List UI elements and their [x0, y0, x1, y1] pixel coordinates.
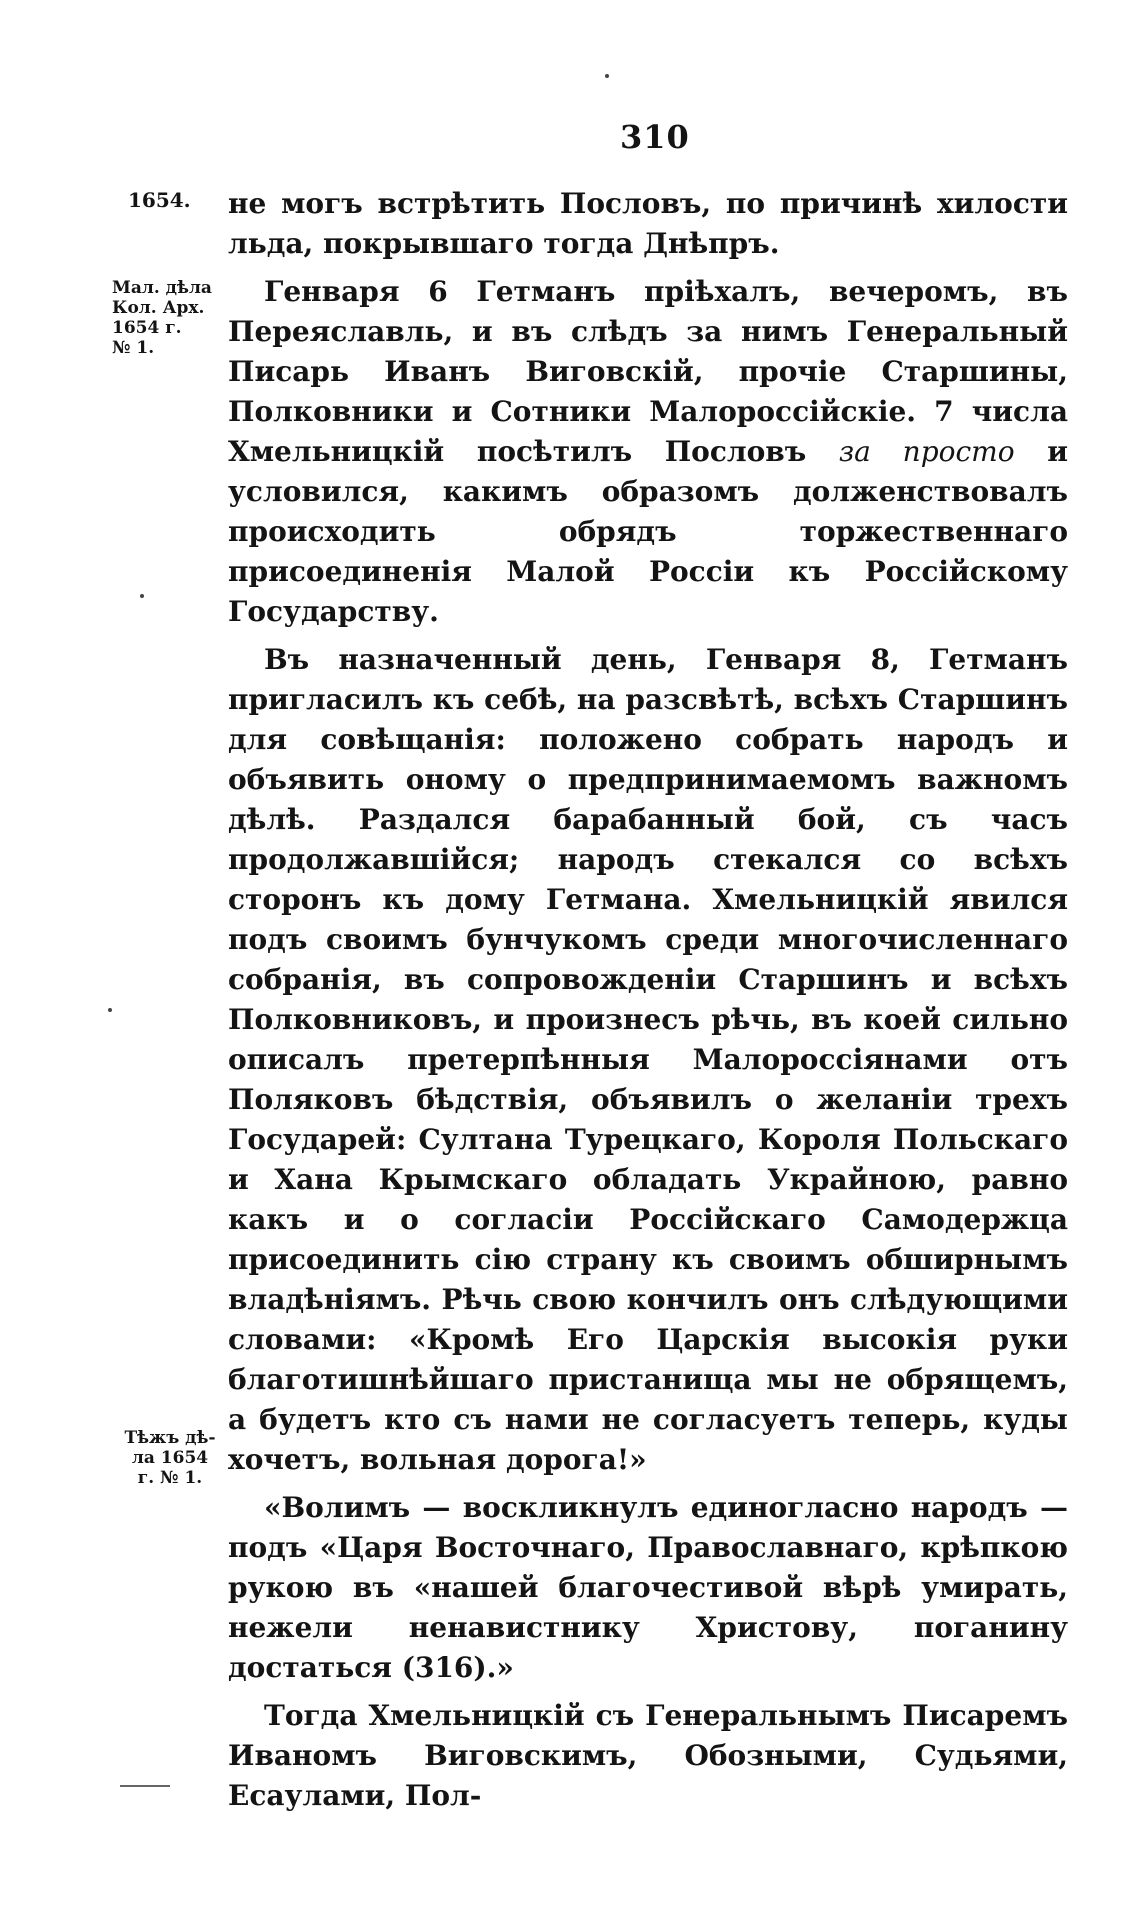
margin-note-line: г. № 1.: [137, 1468, 203, 1488]
paragraph-continuation: не могъ встрѣтить Пословъ, по причинѣ хилости льда, покрывшаго тогда Днѣпръ.: [228, 187, 1068, 260]
page-dash-mark: [120, 1785, 170, 1787]
margin-note-line: № 1.: [112, 338, 155, 358]
ink-speck: [140, 594, 144, 598]
margin-note-same-file: [112, 1428, 228, 1488]
margin-note-line: 1654 г.: [112, 318, 182, 338]
arrival-text-end: и условился, какимъ образомъ долженствовалъ происходить обрядъ торжественнаго присоединенія Малой Россіи къ Россійскому Государству.: [228, 435, 1069, 628]
paragraph-assembly: Въ назначенный день, Генваря 8, Гетманъ пригласилъ къ себѣ, на разсвѣтѣ, всѣхъ Старшинъ для совѣщанія: положено собрать народъ и объявить оному о предпринимаемомъ важномъ дѣлѣ. Раздался барабанный бой, съ часъ продолжавшійся; народъ стекался со всѣхъ сторонъ къ дому Гетмана. Хмельницкій явился подъ своимъ бунчукомъ среди многочисленнаго собранія, въ сопровожденіи Старшинъ и всѣхъ Полковниковъ, и произнесъ рѣчь, въ коей сильно описалъ претерпѣнныя Малороссіянами отъ Поляковъ бѣдствія, объявилъ о желаніи трехъ Государей: Султана Турецкаго, Короля Польскаго и Хана Крымскаго обладать Украйною, равно какъ и о согласіи Россійскаго Самодержца присоединить сію страну къ своимъ обширнымъ владѣніямъ. Рѣчь свою кончилъ онъ слѣдующими словами: «Кромѣ Его Царскія высокія руки благотишнѣйшаго пристанища мы не обрящемъ, а будетъ кто съ нами не согласуетъ теперь, куды хочетъ, вольная дорога!»: [228, 643, 1068, 1476]
ink-speck: [605, 74, 609, 78]
year-margin: 1654.: [128, 188, 191, 212]
margin-note-line: Мал. дѣла: [112, 278, 212, 298]
margin-note-line: ла 1654: [131, 1448, 209, 1468]
arrival-text: Генваря 6 Гетманъ пріѣхалъ, вечеромъ, въ Переяславль, и въ слѣдъ за нимъ Генеральный Писарь Иванъ Виговскій, прочіе Старшины, Полковники и Сотники Малороссійскіе. 7 числа Хмельницкій посѣтилъ Пословъ: [228, 275, 1068, 468]
paragraph-then: Тогда Хмельницкій съ Генеральнымъ Писаремъ Иваномъ Виговскимъ, Обозными, Судьями, Есаулами, Пол-: [228, 1699, 1068, 1812]
paragraph-people-response: «Волимъ — воскликнулъ единогласно народъ — подъ «Царя Восточнаго, Православнаго, крѣпкою рукою въ «нашей благочестивой вѣрѣ умирать, нежели ненавистнику Христову, поганину достаться (316).»: [228, 1491, 1068, 1684]
paragraph-arrival: [228, 272, 1068, 632]
text-column: [228, 184, 1068, 1816]
margin-note-line: Тѣжъ дѣ-: [124, 1428, 216, 1448]
margin-note-archive: [112, 278, 228, 358]
margin-note-line: Кол. Арх.: [112, 298, 205, 318]
page-number: 310: [620, 118, 690, 156]
ink-speck: [108, 1008, 112, 1012]
italic-phrase: за просто: [838, 435, 1015, 468]
